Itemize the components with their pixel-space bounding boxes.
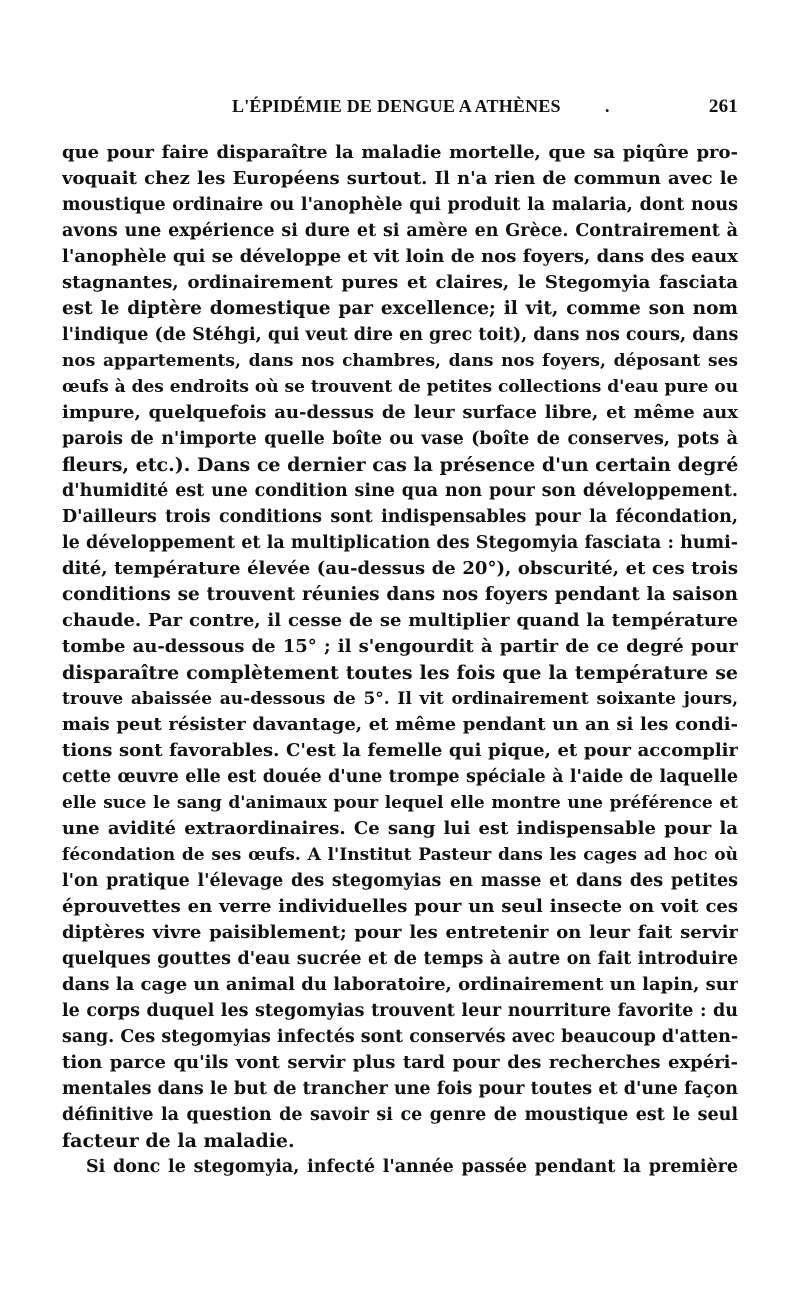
text-line: dité, température élevée (au-dessus de 20°), obscurité, et ces trois [62,558,738,579]
text-line: fleurs, etc.). Dans ce dernier cas la présence d'un certain degré [62,454,738,476]
text-line: D'ailleurs trois conditions sont indispensables pour la fécondation, [62,507,738,527]
text-line: est le diptère domestique par excellence; il vit, comme son nom [62,298,738,319]
text-line: cette œuvre elle est douée d'une trompe spéciale à l'aide de laquelle [62,767,738,787]
text-line: tombe au-dessous de 15° ; il s'engourdit à partir de ce degré pour [62,636,738,657]
text-line: fécondation de ses œufs. A l'Institut Pasteur dans les cages ad hoc où [62,845,738,865]
running-header [62,96,738,120]
text-line: l'on pratique l'élevage des stegomyias en masse et dans des petites [62,871,738,891]
text-line: stagnantes, ordinairement pures et claires, le Stegomyia fasciata [62,272,738,293]
text-line: sang. Ces stegomyias infectés sont conservés avec beaucoup d'atten- [62,1027,738,1047]
text-line: l'anophèle qui se développe et vit loin de nos foyers, dans des eaux [62,246,738,267]
text-line: mais peut résister davantage, et même pendant un an si les condi- [62,714,738,735]
text-line: nos appartements, dans nos chambres, dans nos foyers, déposant ses [62,351,738,371]
chapter-title: L'ÉPIDÉMIE DE DENGUE A ATHÈNES [232,96,561,116]
text-line: parois de n'importe quelle boîte ou vase (boîte de conserves, pots à [62,429,738,449]
paragraph-2 [62,1154,738,1180]
page-number: 261 [708,96,738,117]
text-line: diptères vivre paisiblement; pour les entretenir on leur fait servir [62,922,738,943]
text-line: tions sont favorables. C'est la femelle qui pique, et pour accomplir [62,740,738,761]
text-line: l'indique (de Stéhgi, qui veut dire en grec toit), dans nos cours, dans [62,325,738,345]
text-line: impure, quelquefois au-dessus de leur surface libre, et même aux [62,402,738,423]
text-line: une avidité extraordinaires. Ce sang lui est indispensable pour la [62,818,738,839]
text-line: chaude. Par contre, il cesse de se multiplier quand la température [62,610,738,631]
text-line: trouve abaissée au-dessous de 5°. Il vit ordinairement soixante jours, [62,689,738,709]
text-line: définitive la question de savoir si ce genre de moustique est le seul [62,1105,738,1125]
text-line: que pour faire disparaître la maladie mortelle, que sa piqûre pro- [62,142,738,163]
text-line: moustique ordinaire ou l'anophèle qui produit la malaria, dont nous [62,195,738,215]
text-line: dans la cage un animal du laboratoire, ordinairement un lapin, sur [62,974,738,995]
body-text [62,140,738,1180]
text-line: d'humidité est une condition sine qua non pour son développement. [62,481,738,501]
text-line: conditions se trouvent réunies dans nos foyers pendant la saison [62,584,738,605]
text-line: avons une expérience si dure et si amère en Grèce. Contrairement à [62,221,738,241]
text-line: elle suce le sang d'animaux pour lequel elle montre une préférence et [62,793,738,813]
text-line: le développement et la multiplication des Stegomyia fasciata : humi- [62,533,738,553]
header-dot: . [605,96,610,116]
text-line: disparaître complètement toutes les fois que la température se [62,662,738,684]
text-line: voquait chez les Européens surtout. Il n'a rien de commun avec le [62,168,738,189]
text-line: Si donc le stegomyia, infecté l'année passée pendant la première [86,1157,738,1177]
paragraph-1 [62,140,738,1154]
text-line: quelques gouttes d'eau sucrée et de temps à autre on fait introduire [62,949,738,969]
text-line: le corps duquel les stegomyias trouvent leur nourriture favorite : du [62,1001,738,1021]
text-line: mentales dans le but de trancher une fois pour toutes et d'une façon [62,1079,738,1099]
text-line: œufs à des endroits où se trouvent de petites collections d'eau pure ou [62,377,738,397]
text-line: éprouvettes en verre individuelles pour un seul insecte on voit ces [62,896,738,917]
text-line: tion parce qu'ils vont servir plus tard pour des recherches expéri- [62,1052,738,1073]
text-line: facteur de la maladie. [62,1130,295,1152]
